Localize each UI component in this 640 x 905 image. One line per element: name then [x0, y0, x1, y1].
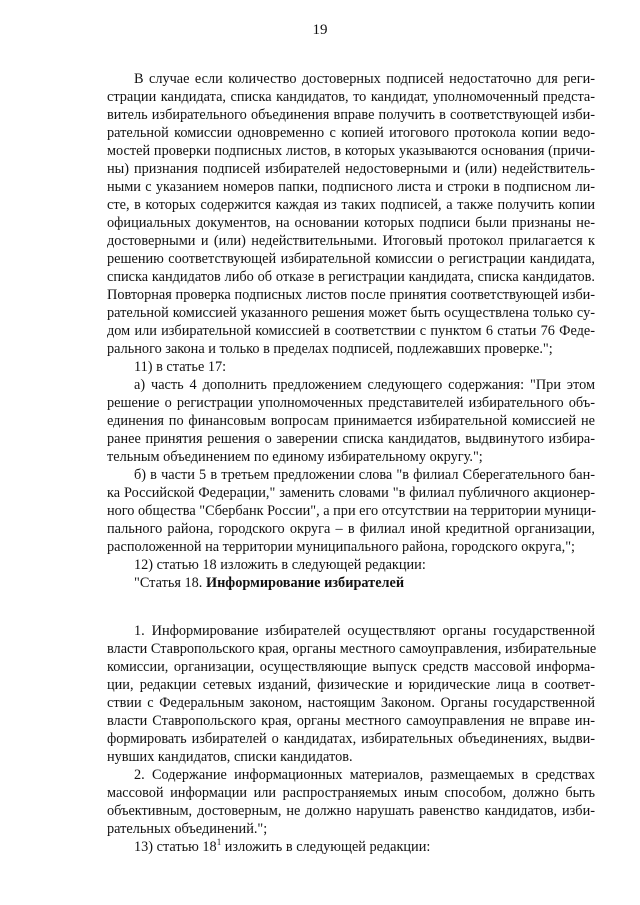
section-2-line: рательных объединений."; [107, 821, 268, 837]
subitem-a-line: а) часть 4 дополнить предложением следующего содержания: "При этом [134, 377, 595, 393]
section-1-line: нувших кандидатов, списки кандидатов. [107, 749, 353, 765]
article-18-prefix: "Статья 18. [134, 575, 206, 591]
paragraph-line: решению соответствующей избирательной комиссии о регистрации кандидата, [107, 251, 595, 267]
item-13 [134, 839, 430, 857]
subitem-b-line: ка Российской Федерации," заменить словами "в филиал публичного акционер- [107, 485, 595, 501]
item-13-text: 13) статью 18 [134, 839, 217, 855]
paragraph-line: Повторная проверка подписных листов после принятия соответствующей изби- [107, 287, 595, 303]
paragraph-line: рательной комиссии одновременно с копией итогового протокола копии ведо- [107, 125, 595, 141]
subitem-a-line: ранее принятия решения о заверении списка кандидатов, выдвинутого избира- [107, 431, 595, 447]
page-number: 19 [312, 22, 328, 38]
paragraph-line: официальных документов, на основании которых подписи были признаны не- [107, 215, 595, 231]
paragraph-line: рального закона и только в пределах подписей, подлежавших проверке."; [107, 341, 553, 357]
subitem-b-line: пального района, городского округа – в филиал иной кредитной организации, [107, 521, 595, 537]
section-1-line: власти Ставропольского края, органы местного самоуправления, избирательные [107, 641, 597, 657]
subitem-b-line: расположенной на территории муниципального района, городского округа,"; [107, 539, 576, 555]
section-2-line: 2. Содержание информационных материалов, размещаемых в средствах [134, 767, 595, 783]
paragraph-line: витель избирательного объединения вправе получить в соответствующей изби- [107, 107, 595, 123]
section-2-line: массовой информации или распространяемых иным способом, должно быть [107, 785, 595, 801]
paragraph-line: сте, в которых содержится каждая из таких подписей, а также получить копии [107, 197, 595, 213]
section-1-line: комиссии, организации, осуществляющие выпуск средств массовой информа- [107, 659, 595, 675]
section-1-line: ствии с Федеральным законом, настоящим Законом. Органы государственной [107, 695, 595, 711]
item-11: 11) в статье 17: [134, 359, 227, 375]
subitem-a-line: тельным объединением по единому избирательному округу."; [107, 449, 483, 465]
subitem-b-line: б) в части 5 в третьем предложении слова "в филиал Сберегательного бан- [134, 467, 595, 483]
article-18-heading [134, 575, 404, 593]
section-1-line: власти Ставропольского края, органы местного самоуправления не вправе ин- [107, 713, 595, 729]
item-13-superscript: 1 [216, 837, 222, 848]
paragraph-line: дом или избирательной комиссией в соответствии с пунктом 6 статьи 76 Феде- [107, 323, 595, 339]
subitem-a-line: решение о регистрации уполномоченных представителей избирательного объ- [107, 395, 595, 411]
item-13-rest: изложить в следующей редакции: [221, 839, 431, 855]
paragraph-line: страции кандидата, списка кандидатов, то кандидат, уполномоченный предста- [107, 89, 595, 105]
paragraph-line: достоверными и (или) недействительными. Итоговый протокол прилагается к [107, 233, 595, 249]
paragraph-line: списка кандидатов либо об отказе в регистрации кандидата, списка кандидатов. [107, 269, 595, 285]
item-12: 12) статью 18 изложить в следующей редакции: [134, 557, 426, 573]
subitem-b-line: ного общества "Сбербанк России", а при его отсутствии на территории муници- [107, 503, 596, 519]
paragraph-line: ны) признания подписей избирателей недостоверными и (или) недействитель- [107, 161, 595, 177]
article-18-title: Информирование избирателей [205, 575, 405, 591]
paragraph-line: В случае если количество достоверных подписей недостаточно для реги- [134, 71, 595, 87]
section-1-line: 1. Информирование избирателей осуществляют органы государственной [134, 623, 595, 639]
paragraph-line: мостей проверки подписных листов, в которых указываются основания (причи- [107, 143, 595, 159]
paragraph-line: рательной комиссией указанного решения может быть осуществлена только су- [107, 305, 595, 321]
subitem-a-line: единения по финансовым вопросам принимается избирательной комиссией не [107, 413, 595, 429]
section-1-line: формировать избирателей о кандидатах, избирательных объединениях, выдви- [107, 731, 595, 747]
paragraph-line: ными с указанием номеров папки, подписного листа и строки в подписном ли- [107, 179, 595, 195]
section-1-line: ции, редакции сетевых изданий, физические и юридические лица в соответ- [107, 677, 595, 693]
section-2-line: объективным, достоверным, не должно нарушать равенство кандидатов, изби- [107, 803, 595, 819]
